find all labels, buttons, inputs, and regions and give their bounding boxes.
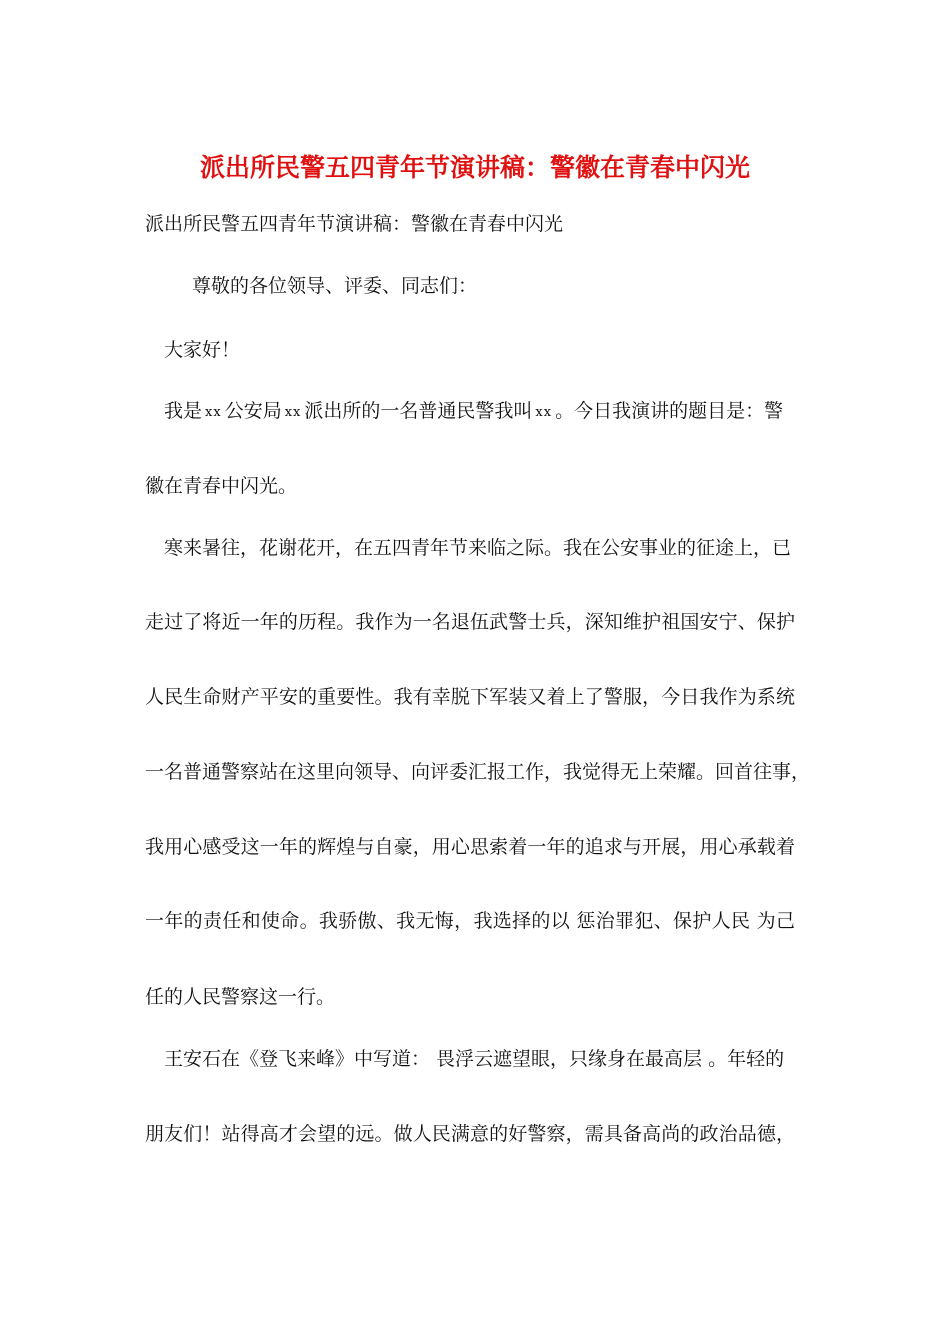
greeting: 大家好！	[164, 339, 241, 361]
paragraph-2-line-4: 一名普通警察站在这里向领导、向评委汇报工作，我觉得无上荣耀。回首往事，	[145, 761, 811, 783]
paragraph-3-line-1: 王安石在《登飞来峰》中写道： 畏浮云遮望眼，只缘身在最高层 。年轻的	[164, 1048, 785, 1070]
paragraph-2-line-2: 走过了将近一年的历程。我作为一名退伍武警士兵，深知维护祖国安宁、保护	[145, 611, 795, 633]
paragraph-2-line-3: 人民生命财产平安的重要性。我有幸脱下军装又着上了警服，今日我作为系统	[145, 686, 795, 708]
p1-text-1: 我是	[164, 400, 203, 422]
p1-text-3: 派出所的一名普通民警我叫	[304, 400, 533, 422]
paragraph-2-line-6: 一年的责任和使命。我骄傲、我无悔，我选择的以 惩治罪犯、保护人民 为己	[145, 910, 795, 932]
p1-placeholder-2: xx	[284, 405, 302, 420]
document-title: 派出所民警五四青年节演讲稿：警徽在青春中闪光	[199, 153, 750, 182]
paragraph-1-line-1	[164, 396, 783, 428]
paragraph-1-line-2: 徽在青春中闪光。	[145, 475, 298, 497]
p1-text-2: 公安局	[224, 400, 282, 422]
p1-text-4: 。今日我演讲的题目是：警	[555, 400, 784, 422]
p1-placeholder-3: xx	[535, 405, 553, 420]
paragraph-2-line-7: 任的人民警察这一行。	[145, 986, 336, 1008]
salutation: 尊敬的各位领导、评委、同志们：	[192, 275, 478, 297]
p1-placeholder-1: xx	[205, 405, 222, 420]
paragraph-2-line-5: 我用心感受这一年的辉煌与自豪，用心思索着一年的追求与开展，用心承载着	[145, 836, 795, 858]
paragraph-2-line-1: 寒来暑往，花谢花开，在五四青年节来临之际。我在公安事业的征途上，已	[164, 537, 792, 559]
document-subtitle: 派出所民警五四青年节演讲稿：警徽在青春中闪光	[145, 213, 564, 235]
paragraph-3-line-2: 朋友们！站得高才会望的远。做人民满意的好警察，需具备高尚的政治品德，	[145, 1123, 795, 1145]
